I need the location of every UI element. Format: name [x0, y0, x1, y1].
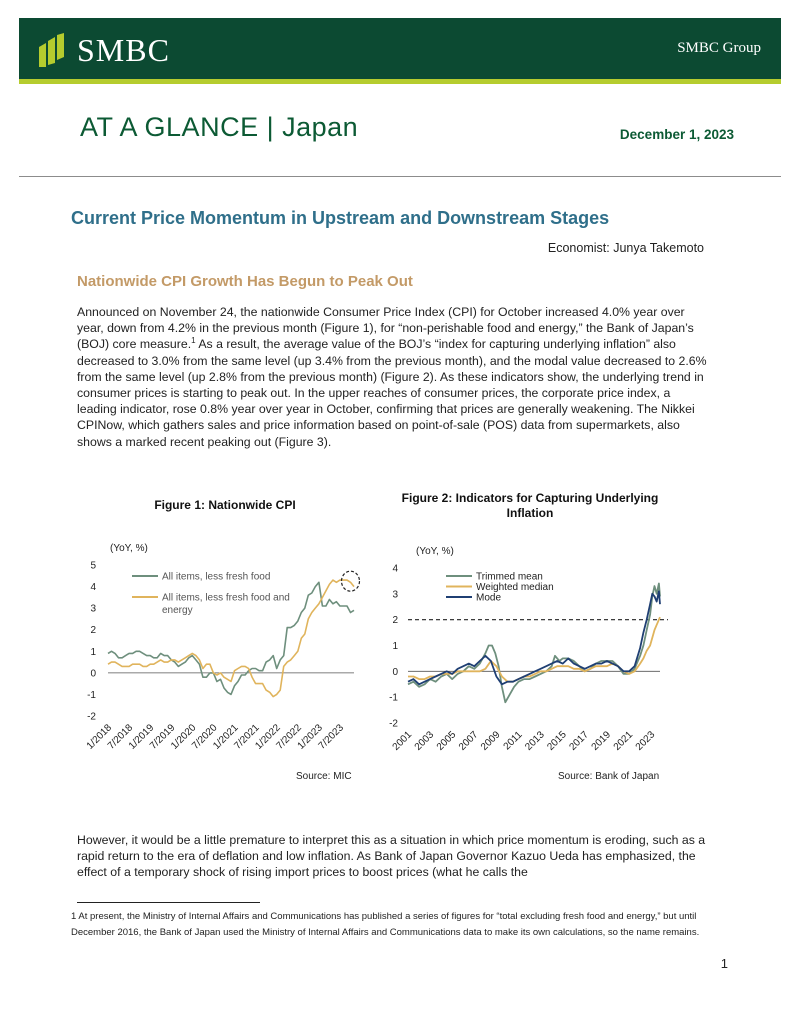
body-paragraph-2: However, it would be a little premature to interpret this as a situation in which price momentum is eroding, such as a rapid return to the era of deflation and low inflation. As Bank of Japan Governor Kazuo Ueda has emphasized, the effect of a temporary shock of rising import prices to boost prices (what he calls the — [77, 833, 706, 880]
series-line-3 — [408, 591, 660, 684]
x-tick-label: 2003 — [412, 729, 437, 753]
y-tick-label: -2 — [87, 711, 96, 723]
legend-label: All items, less fresh food — [162, 571, 271, 583]
footnote-reference[interactable]: 1 — [191, 336, 196, 346]
y-tick-label: 2 — [90, 625, 96, 637]
x-tick-label: 2001 — [390, 729, 415, 753]
section-title: Nationwide CPI Growth Has Begun to Peak Out — [77, 273, 413, 290]
x-tick-label: 7/2018 — [105, 722, 136, 752]
x-tick-label: 7/2021 — [232, 722, 262, 752]
x-tick-label: 2015 — [545, 729, 569, 753]
figure-1-title: Figure 1: Nationwide CPI — [154, 498, 296, 512]
figure-1-chart — [70, 540, 370, 755]
y-tick-label: -1 — [87, 689, 96, 701]
paragraph-text: Announced on November 24, the nationwide Consumer Price Index (CPI) for October increased 4.0% year over year, down from 4.2% in the previous month (Figure 1), for “non-perishable food and energy,” the Bank of Japan’s (BOJ) core measure. — [77, 305, 694, 352]
legend-label: All items, less fresh food and — [162, 592, 290, 604]
figure-1-source: Source: MIC — [296, 771, 352, 782]
y-tick-label: 4 — [392, 563, 398, 575]
legend-label: Weighted median — [476, 582, 554, 593]
paragraph-text: As a result, the average value of the BOJ’s “index for capturing underlying inflation” also decreased to 3.0% from the same level (up 3.4% from the previous month), and the modal value decreased to 2.6% from the same level (up 2.8% from the previous month) (Figure 2). As these indicators show, the underlying trend in consumer prices is starting to peak out. In the upper reaches of consumer prices, the corporate price index, a leading indicator, rose 0.8% year over year in October, confirming that prices are generally weakening. The Nikkei CPINow, which gathers sales and price information based on point-of-sale (POS) data from supermarkets, also shows a marked recent peaking out (Figure 3). — [77, 337, 707, 449]
x-tick-label: 1/2020 — [169, 722, 199, 752]
y-tick-label: 5 — [90, 560, 96, 572]
x-tick-label: 1/2019 — [126, 722, 157, 752]
x-tick-label: 2009 — [479, 729, 503, 753]
x-tick-label: 1/2021 — [211, 722, 241, 752]
y-axis-label: (YoY, %) — [416, 546, 454, 557]
smbc-logo-mark-icon — [39, 33, 65, 69]
x-tick-label: 2011 — [501, 729, 525, 753]
y-tick-label: -2 — [389, 718, 398, 730]
series-line-1 — [408, 584, 660, 703]
y-tick-label: 0 — [392, 666, 398, 678]
x-tick-label: 1/2018 — [84, 722, 115, 752]
y-tick-label: 1 — [392, 641, 398, 652]
footnote-divider — [77, 902, 260, 903]
legend-label: Mode — [476, 592, 502, 604]
y-axis-label: (YoY, %) — [110, 543, 148, 554]
x-tick-label: 2019 — [589, 729, 614, 753]
x-tick-label: 7/2022 — [274, 722, 304, 752]
y-tick-label: 2 — [392, 615, 398, 627]
x-tick-label: 2007 — [456, 729, 481, 753]
smbc-logo — [39, 32, 170, 69]
x-tick-label: 2021 — [611, 729, 636, 753]
document-date: December 1, 2023 — [619, 127, 734, 142]
y-tick-label: 3 — [90, 603, 96, 615]
figure-2-chart — [380, 545, 680, 760]
x-tick-label: 2023 — [633, 729, 658, 753]
body-paragraph-1 — [77, 304, 713, 450]
y-tick-label: 4 — [90, 582, 96, 594]
x-tick-label: 2005 — [434, 729, 459, 753]
x-tick-label: 7/2023 — [316, 722, 347, 752]
y-tick-label: 1 — [90, 646, 96, 658]
article-title: Current Price Momentum in Upstream and Downstream Stages — [71, 208, 610, 228]
document-title: AT A GLANCE | Japan — [80, 112, 359, 142]
y-tick-label: 3 — [392, 589, 398, 601]
x-tick-label: 7/2019 — [147, 722, 178, 752]
x-tick-label: 2013 — [523, 729, 547, 753]
logo-text: SMBC — [77, 32, 170, 68]
y-tick-label: 0 — [90, 668, 96, 680]
author-line: Economist: Junya Takemoto — [547, 241, 704, 255]
footnote: 1 At present, the Ministry of Internal Affairs and Communications has published a series of figures for “total excluding fresh food and energy,” but until December 2016, the Bank of Japan used the Ministry of Internal Affairs and Communications data to make its own calculations, so the name remains. — [71, 911, 700, 938]
x-tick-label: 2017 — [567, 729, 591, 753]
x-tick-label: 7/2020 — [190, 722, 220, 752]
figure-2-title: Figure 2: Indicators for Capturing Underlying Inflation — [401, 491, 659, 520]
x-tick-label: 1/2022 — [253, 722, 283, 752]
page-number: 1 — [720, 956, 728, 971]
legend-label: Trimmed mean — [476, 571, 543, 583]
legend-label: energy — [162, 605, 193, 616]
highlight-circle — [341, 571, 359, 591]
figure-2-source: Source: Bank of Japan — [558, 771, 660, 782]
y-tick-label: -1 — [389, 692, 398, 704]
x-tick-label: 1/2023 — [295, 722, 325, 752]
header-band — [19, 18, 781, 84]
header-divider — [19, 176, 781, 177]
group-label: SMBC Group — [677, 40, 761, 56]
